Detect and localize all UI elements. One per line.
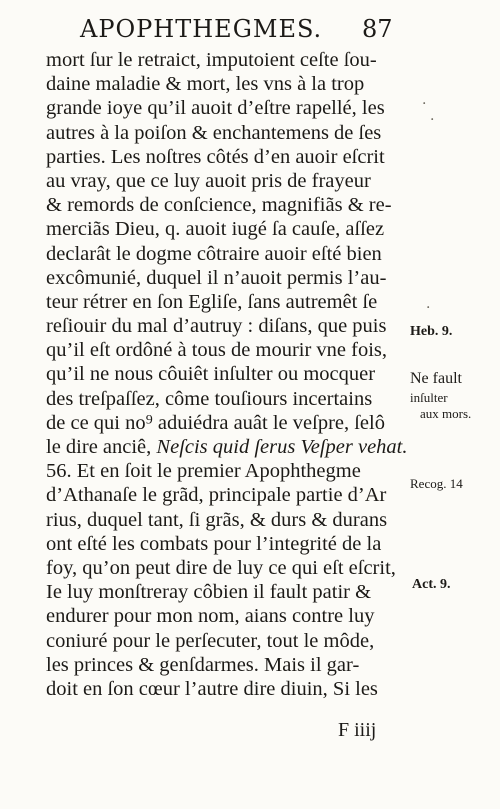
text-line: grande ioye qu’il auoit d’eſtre rapellé, les [46, 97, 385, 120]
signature-mark: F iiij [338, 719, 377, 741]
latin-quote: Neſcis quid ſerus Veſper vehat. [156, 436, 408, 458]
text-line: les princes & genſdarmes. Mais il gar- [46, 653, 360, 676]
stray-mark: · [422, 96, 427, 112]
stray-mark: · [426, 300, 431, 316]
text-line: & remords de conſcience, magnifiãs & re- [46, 194, 392, 217]
text-line: doit en ſon cœur l’autre dire diuin, Si les [46, 677, 378, 700]
text-line: Ie luy monſtreray côbien il fault patir & [46, 581, 372, 604]
margin-note-ne-fault: inſulter [410, 390, 448, 405]
text-line: qu’il eſt ordôné à tous de mourir vne fois, [46, 339, 388, 362]
text-line: parties. Les noſtres côtés d’en auoir eſcrit [46, 145, 385, 168]
main-text-block [46, 48, 416, 701]
running-head-title: APOPHTHEGMES. [80, 15, 323, 43]
margin-note-heb: Heb. 9. [410, 324, 453, 339]
text-line: mort ſur le retraict, imputoient ceſte ſou- [46, 49, 377, 71]
text-line: autres à la poiſon & enchantemens de ſes [46, 121, 382, 144]
text-line: daine maladie & mort, les vns à la trop [46, 73, 365, 96]
text-line: declarât le dogme côtraire auoir eſté bien [46, 242, 382, 265]
margin-note-ne-fault: aux mors. [420, 406, 472, 421]
text-line: merciãs Dieu, q. auoit iugé ſa cauſe, aſſez [46, 218, 385, 241]
text-line: des treſpaſſez, côme touſiours incertains [46, 387, 373, 410]
text-line: ont eſté les combats pour l’integrité de la [46, 532, 382, 555]
text-line-with-quote [46, 435, 416, 459]
text-line: au vray, que ce luy auoit pris de frayeur [46, 169, 371, 192]
margin-note-recog: Recog. 14 [410, 476, 463, 491]
text-line: foy, qu’on peut dire de luy ce qui eſt eſcrit, [46, 556, 396, 579]
text-line: 56. Et en ſoit le premier Apophthegme [46, 460, 361, 483]
text-line: qu’il ne nous côuiêt inſulter ou mocquer [46, 363, 376, 386]
text-line: d’Athanaſe le grãd, principale partie d’Ar [46, 484, 387, 507]
text-line: reſiouir du mal d’autruy : diſans, que puis [46, 315, 387, 338]
text-line: coniuré pour le perſecuter, tout le môde, [46, 629, 375, 652]
page-number: 87 [362, 15, 393, 43]
text-segment: le dire anciê, [46, 436, 152, 458]
margin-note-act: Act. 9. [412, 577, 451, 592]
text-line: excômunié, duquel il n’auoit permis l’au- [46, 266, 387, 289]
text-line: teur rétrer en ſon Egliſe, ſans autremêt ſe [46, 290, 378, 313]
text-line: endurer pour mon nom, aians contre luy [46, 605, 375, 628]
text-line: rius, duquel tant, ſi grãs, & durs & durans [46, 508, 388, 531]
stray-mark: · [430, 112, 435, 128]
margin-note-ne-fault: Ne fault [410, 370, 462, 387]
text-line: de ce qui no⁹ aduiédra auât le veſpre, ſelô [46, 411, 385, 434]
